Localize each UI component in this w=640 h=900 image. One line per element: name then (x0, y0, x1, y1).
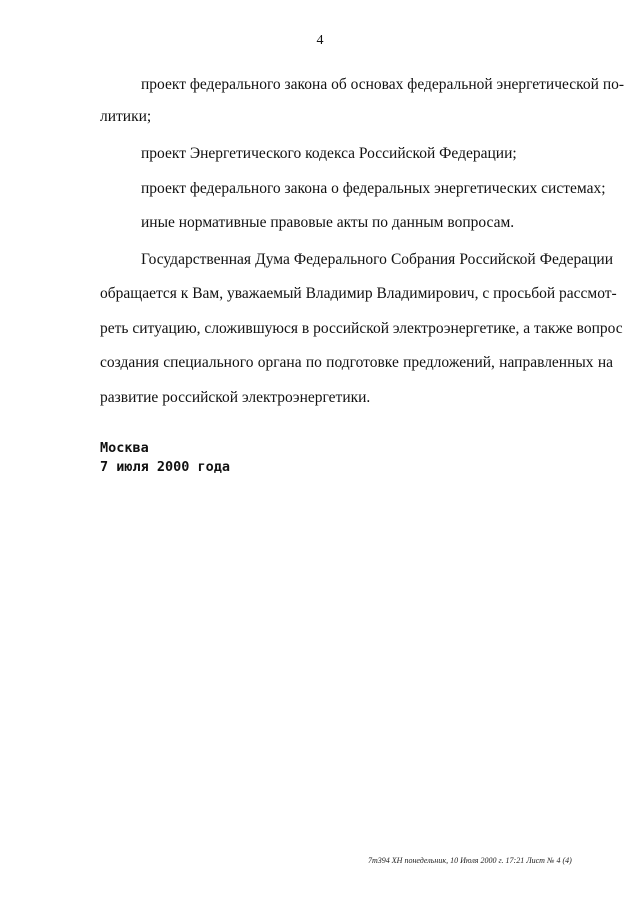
appeal-paragraph-line: реть ситуацию, сложившуюся в российской электроэнергетике, а также вопрос (100, 320, 623, 337)
appeal-paragraph-line: Государственная Дума Федерального Собрания Российской Федерации (141, 251, 613, 268)
appeal-paragraph-line: создания специального органа по подготовке предложений, направленных на (100, 354, 613, 371)
closing-city: Москва (100, 440, 149, 456)
document-footer: 7m394 XH понедельник, 10 Июля 2000 г. 17:21 Лист № 4 (4) (368, 856, 572, 865)
list-item-line: проект федерального закона об основах федеральной энергетической по- (141, 76, 625, 93)
appeal-paragraph-line: развитие российской электроэнергетики. (100, 389, 371, 406)
page-number: 4 (316, 33, 324, 48)
list-item-line: литики; (100, 108, 152, 125)
appeal-paragraph-line: обращается к Вам, уважаемый Владимир Владимирович, с просьбой рассмот- (100, 285, 617, 302)
list-item-line: проект федерального закона о федеральных энергетических системах; (141, 180, 606, 197)
list-item-line: проект Энергетического кодекса Российской Федерации; (141, 145, 517, 162)
list-item-line: иные нормативные правовые акты по данным вопросам. (141, 214, 515, 231)
closing-date: 7 июля 2000 года (100, 459, 231, 475)
